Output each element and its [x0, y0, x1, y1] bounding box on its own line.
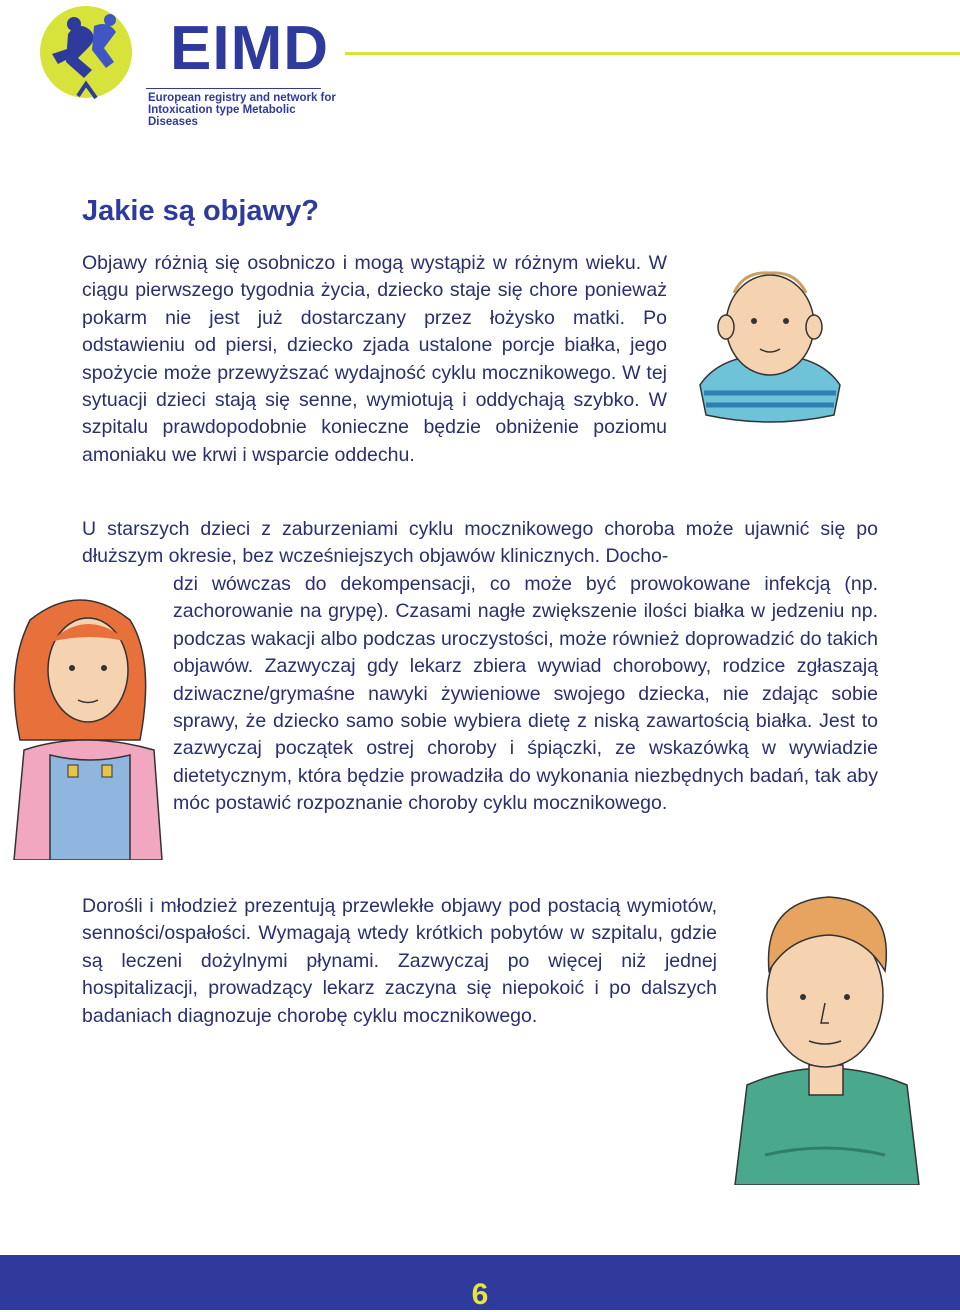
logo-wordmark: EIMD	[170, 14, 329, 83]
baby-illustration	[690, 265, 850, 430]
paragraph-older-children-lead: U starszych dzieci z zaburzeniami cyklu mocznikowego choroba może ujawnić się po dłuższym okresie, bez wcześniejszych objawów klinicznych. Docho-	[82, 518, 878, 568]
logo-figures-icon	[30, 4, 150, 116]
boy-illustration	[725, 885, 925, 1185]
section-heading: Jakie są objawy?	[82, 195, 319, 227]
tagline-line-1: European registry and network for	[148, 92, 336, 104]
page-header	[0, 0, 960, 130]
girl-illustration	[10, 590, 165, 860]
logo-tagline	[148, 92, 340, 128]
header-divider	[345, 52, 960, 55]
paragraph-infants: Objawy różnią się osobniczo i mogą wystąpiż w różnym wieku. W ciągu pierwszego tygodnia życia, dziecko staje się chore ponieważ pokarm nie jest już dostarczany przez łożysko matki. Po odstawieniu od piersi, dziecko zjada ustalone porcje białka, jego spożycie może przewyższać wydajność cyklu mocznikowego. W tej sytuacji dzieci stają się senne, wymiotują i oddychają szybko. W szpitalu prawdopodobnie konieczne będzie obniżenie poziomu amoniaku we krwi i wsparcie oddechu.	[82, 252, 667, 466]
paragraph-older-children: dzi wówczas do dekompensacji, co może być prowokowane infekcją (np. zachorowanie na grypę). Czasami nagłe zwiększenie ilości białka w jedzeniu np. podczas wakacji albo podczas uroczystości, może również doprowadzić do takich objawów. Zazwyczaj gdy lekarz zbiera wywiad chorobowy, rodzice zgłaszają dziwaczne/grymaśne nawyki żywieniowe swojego dziecka, nie zdając sobie sprawy, że dziecko samo sobie wybiera dietę z niską zawartością białka. Jest to zazwyczaj początek ostrej choroby i śpiączki, ze wskazówką w wywiadzie dietetycznym, która będzie prowadziła do wykonania niezbędnych badań, tak aby móc postawić rozpoznanie choroby cyklu mocznikowego.	[173, 573, 878, 815]
tagline-line-2: Intoxication type Metabolic Diseases	[148, 104, 296, 128]
paragraph-adults: Dorośli i młodzież prezentują przewlekłe objawy pod postacią wymiotów, senności/ospałości. Wymagają wtedy krótkich pobytów w szpitalu, gdzie są leczeni dożylnymi płynami. Zazwyczaj po więcej niż jednej hospitalizacji, prowadzący lekarz zaczyna się niepokoić i po dalszych badaniach diagnozuje chorobę cyklu mocznikowego.	[82, 895, 717, 1027]
eimd-logo	[30, 4, 340, 128]
logo-rule	[146, 88, 321, 89]
page-number: 6	[471, 1278, 489, 1311]
